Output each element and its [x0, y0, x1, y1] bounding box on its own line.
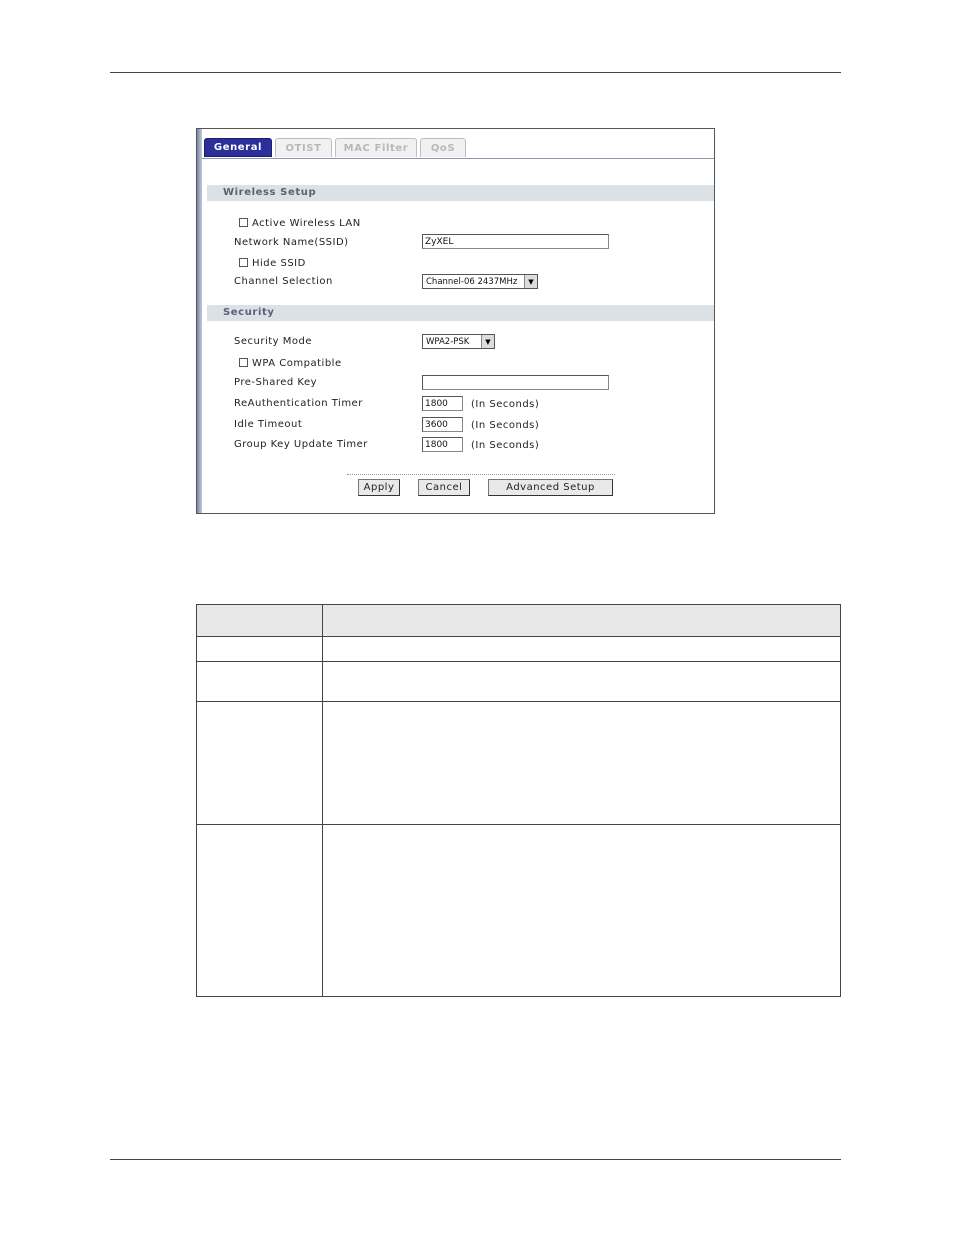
- network-name-input[interactable]: [422, 234, 609, 249]
- footer-rule: [110, 1159, 841, 1160]
- pre-shared-key-label: Pre-Shared Key: [234, 377, 318, 388]
- table-cell: [197, 825, 323, 997]
- advanced-setup-button[interactable]: Advanced Setup: [488, 479, 613, 496]
- network-name-label: Network Name(SSID): [234, 237, 349, 248]
- table-header-row: [197, 605, 841, 637]
- table-row: [197, 702, 841, 825]
- tab-strip: [202, 129, 714, 159]
- active-wireless-lan-label: Active Wireless LAN: [252, 218, 361, 229]
- field-description-table: [196, 604, 841, 997]
- table-row: [197, 825, 841, 997]
- chevron-down-icon: ▼: [481, 335, 494, 348]
- security-mode-select[interactable]: [422, 334, 495, 349]
- idle-seconds-unit: (In Seconds): [471, 420, 540, 431]
- wireless-general-screen: [196, 128, 715, 514]
- reauth-seconds-unit: (In Seconds): [471, 399, 540, 410]
- table-cell: [323, 662, 841, 702]
- tab-mac-filter[interactable]: MAC Filter: [335, 138, 417, 157]
- idle-timeout-input[interactable]: [422, 417, 463, 432]
- table-cell: [323, 637, 841, 662]
- security-mode-label: Security Mode: [234, 336, 312, 347]
- table-cell: [197, 662, 323, 702]
- chevron-down-icon: ▼: [524, 275, 537, 288]
- wpa-compatible-label: WPA Compatible: [252, 358, 342, 369]
- tab-otist[interactable]: OTIST: [275, 138, 332, 157]
- idle-timeout-label: Idle Timeout: [234, 419, 303, 430]
- hide-ssid-label: Hide SSID: [252, 258, 306, 269]
- reauthentication-timer-label: ReAuthentication Timer: [234, 398, 363, 409]
- table-row: [197, 637, 841, 662]
- table-cell: [323, 825, 841, 997]
- channel-select[interactable]: [422, 274, 538, 289]
- table-cell: [323, 702, 841, 825]
- wireless-setup-heading: Wireless Setup: [207, 185, 714, 201]
- header-rule: [110, 72, 841, 73]
- table-header-cell: [323, 605, 841, 637]
- table-cell: [197, 637, 323, 662]
- group-key-update-timer-label: Group Key Update Timer: [234, 439, 368, 450]
- apply-button[interactable]: Apply: [358, 479, 400, 496]
- tab-general[interactable]: General: [204, 138, 272, 157]
- active-wireless-lan-checkbox[interactable]: [239, 218, 248, 227]
- hide-ssid-checkbox[interactable]: [239, 258, 248, 267]
- channel-select-value: Channel-06 2437MHz: [426, 276, 518, 287]
- pre-shared-key-input[interactable]: [422, 375, 609, 390]
- channel-selection-label: Channel Selection: [234, 276, 333, 287]
- table-row: [197, 662, 841, 702]
- group-key-seconds-unit: (In Seconds): [471, 440, 540, 451]
- left-accent-bar: [197, 129, 202, 513]
- tab-qos[interactable]: QoS: [420, 138, 466, 157]
- security-heading: Security: [207, 305, 714, 321]
- button-divider: [347, 474, 615, 475]
- table-cell: [197, 702, 323, 825]
- group-key-update-timer-input[interactable]: [422, 437, 463, 452]
- table-header-cell: [197, 605, 323, 637]
- security-mode-value: WPA2-PSK: [426, 336, 470, 347]
- wpa-compatible-checkbox[interactable]: [239, 358, 248, 367]
- reauthentication-timer-input[interactable]: [422, 396, 463, 411]
- cancel-button[interactable]: Cancel: [418, 479, 470, 496]
